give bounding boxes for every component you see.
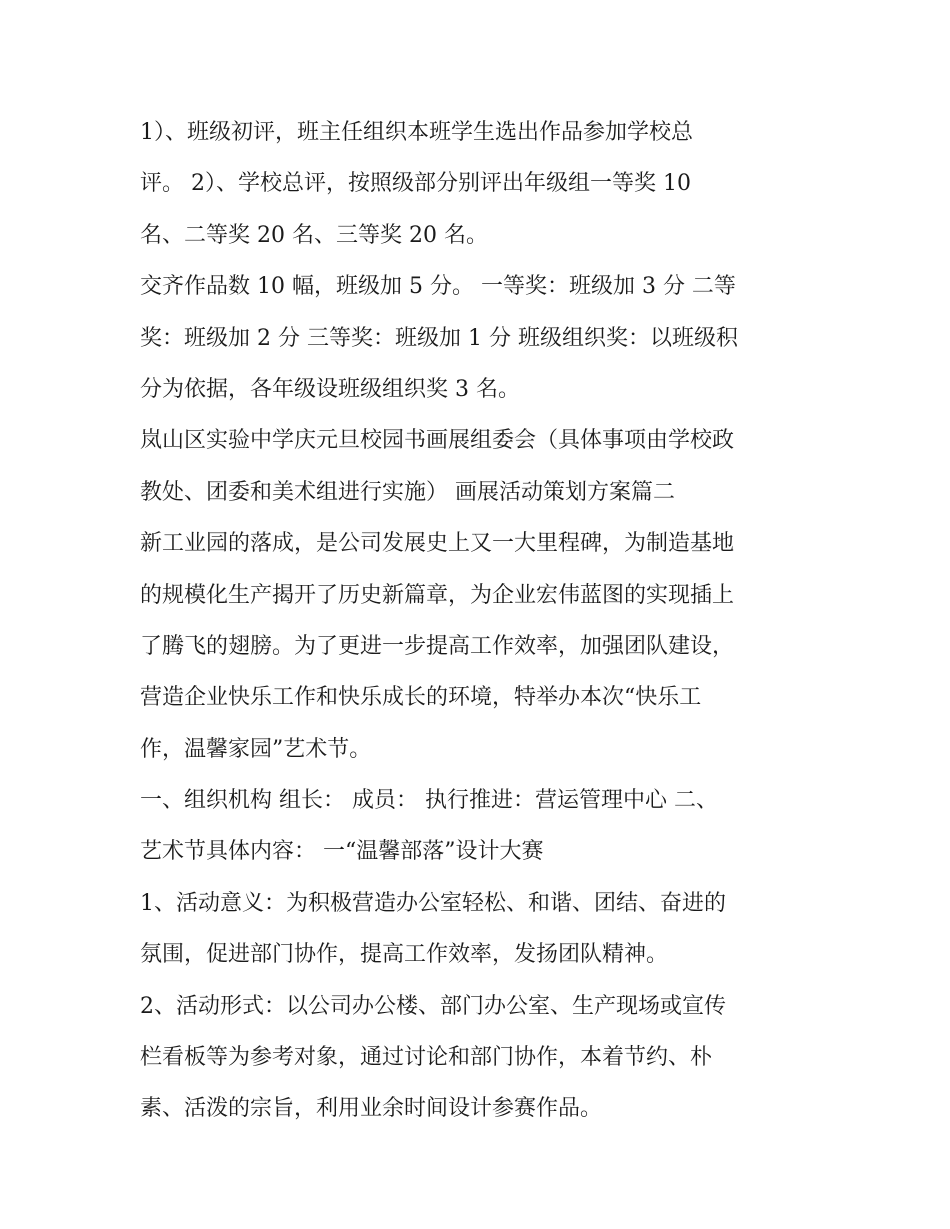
text-line: 教处、团委和美术组进行实施） 画展活动策划方案篇二 bbox=[140, 479, 675, 505]
text-line: 的规模化生产揭开了历史新篇章，为企业宏伟蓝图的实现插上 bbox=[140, 582, 735, 608]
text-line: 氛围，促进部门协作，提高工作效率，发扬团队精神。 bbox=[140, 942, 669, 968]
text-line: 一、组织机构 组长： 成员： 执行推进：营运管理中心 二、 bbox=[140, 788, 718, 814]
text-line: 素、活泼的宗旨，利用业余时间设计参赛作品。 bbox=[140, 1096, 603, 1122]
text-line: 交齐作品数 10 幅，班级加 5 分。 一等奖：班级加 3 分 二等 bbox=[140, 274, 736, 300]
text-line: 1）、班级初评，班主任组织本班学生选出作品参加学校总 bbox=[140, 120, 693, 145]
text-line: 营造企业快乐工作和快乐成长的环境，特举办本次“快乐工 bbox=[140, 685, 702, 711]
text-line: 奖：班级加 2 分 三等奖：班级加 1 分 班级组织奖：以班级积 bbox=[140, 325, 738, 351]
text-line: 1、活动意义：为积极营造办公室轻松、和谐、团结、奋进的 bbox=[140, 890, 726, 916]
text-line: 2、活动形式：以公司办公楼、部门办公室、生产现场或宣传 bbox=[140, 993, 726, 1019]
text-line: 名、二等奖 20 名、三等奖 20 名。 bbox=[140, 222, 488, 248]
text-line: 作，温馨家园”艺术节。 bbox=[140, 736, 372, 762]
text-line: 了腾飞的翅膀。为了更进一步提高工作效率，加强团队建设， bbox=[140, 633, 735, 659]
text-line: 艺术节具体内容： 一“温馨部落”设计大赛 bbox=[140, 839, 544, 865]
text-line: 新工业园的落成，是公司发展史上又一大里程碑，为制造基地 bbox=[140, 531, 735, 557]
text-line: 岚山区实验中学庆元旦校园书画展组委会（具体事项由学校政 bbox=[140, 428, 735, 454]
text-line: 分为依据，各年级设班级组织奖 3 名。 bbox=[140, 376, 520, 402]
document-body bbox=[140, 107, 820, 1135]
text-line: 评。 2）、学校总评，按照级部分别评出年级组一等奖 10 bbox=[140, 171, 691, 197]
text-line: 栏看板等为参考对象，通过讨论和部门协作，本着节约、朴 bbox=[140, 1045, 713, 1071]
